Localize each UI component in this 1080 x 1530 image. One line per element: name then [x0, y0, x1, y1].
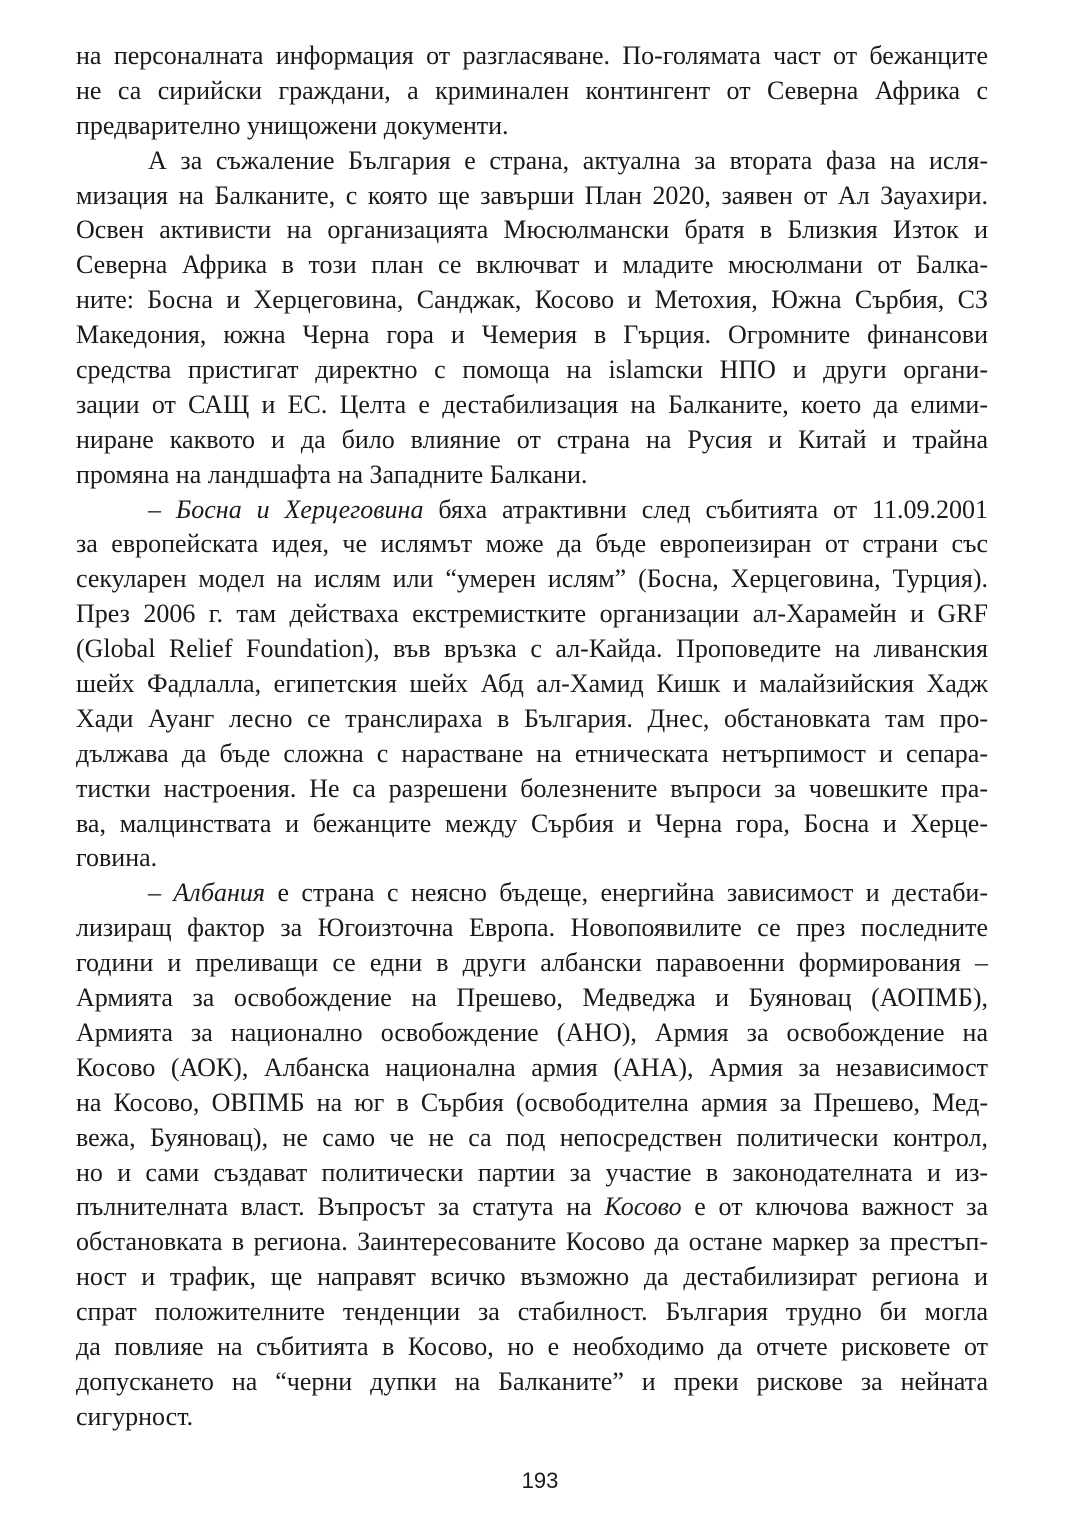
text-line: тистки настроения. Не са разрешени болезнените въпроси за човешките пра-	[76, 773, 988, 803]
text-line: сигурност.	[76, 1401, 194, 1431]
text-line: Армията за освобождение на Прешево, Медведжа и Буяновац (АОПМБ),	[76, 983, 988, 1013]
text-segment: е от ключова важност за	[681, 1192, 988, 1222]
text-line	[76, 876, 988, 911]
text-segment: е страна с неясно бъдеще, енергийна зависимост и дестаби-	[265, 878, 989, 908]
paragraph	[76, 493, 988, 877]
text-line: промяна на ландшафта на Западните Балкани.	[76, 459, 588, 489]
text-line: А за съжаление България е страна, актуална за втората фаза на исля-	[148, 145, 988, 175]
text-line: допускането на “черни дупки на Балканите” и преки рискове за нейната	[76, 1366, 988, 1396]
text-segment: –	[148, 494, 176, 524]
text-line: Косово (АОК), Албанска национална армия (АНА), Армия за независимост	[76, 1052, 988, 1082]
text-line: лизиращ фактор за Югоизточна Европа. Новопоявилите се през последните	[76, 913, 988, 943]
paragraph	[76, 144, 988, 493]
text-line	[76, 1190, 988, 1225]
italic-term: Албания	[173, 878, 266, 908]
text-line: ниране каквото и да било влияние от страна на Русия и Китай и трайна	[76, 424, 988, 454]
text-line: за европейската идея, че ислямът може да бъде европеизиран от страни със	[76, 529, 988, 559]
text-line: обстановката в региона. Заинтересованите Косово да остане маркер за престъп-	[76, 1227, 988, 1257]
text-line: Хади Ауанг лесно се транслираха в България. Днес, обстановката там про-	[76, 703, 988, 733]
text-segment: бяха атрактивни след събитията от 11.09.2001	[423, 494, 989, 524]
text-line: говина.	[76, 843, 158, 873]
text-line: вежа, Буяновац), не само че не са под непосредствен политически контрол,	[76, 1122, 988, 1152]
text-line: години и преливащи се едни в други албански паравоенни формирования –	[76, 948, 988, 978]
text-line: Македония, южна Черна гора и Чемерия в Гърция. Огромните финансови	[76, 320, 988, 350]
text-line: да повлияе на събитията в Косово, но е необходимо да отчете рисковете от	[76, 1331, 988, 1361]
text-line: мизация на Балканите, с която ще завърши План 2020, заявен от Ал Зауахири.	[76, 180, 988, 210]
text-line: дължава да бъде сложна с нарастване на етническата нетърпимост и сепара-	[76, 738, 988, 768]
text-line: зации от САЩ и ЕС. Целта е дестабилизация на Балканите, което да елими-	[76, 389, 988, 419]
text-line: шейх Фадлалла, египетския шейх Абд ал-Хамид Кишк и малайзийския Хадж	[76, 669, 988, 699]
text-line: не са сирийски граждани, а криминален контингент от Северна Африка с	[76, 75, 988, 105]
document-body	[76, 39, 988, 1435]
text-line: спрат положителните тенденции за стабилност. България трудно би могла	[76, 1297, 988, 1327]
text-line: ните: Босна и Херцеговина, Санджак, Косово и Метохия, Южна Сърбия, СЗ	[76, 285, 988, 315]
paragraph	[76, 876, 988, 1434]
text-line: Армията за национално освобождение (АНО), Армия за освобождение на	[76, 1017, 988, 1047]
page-number: 193	[521, 1468, 559, 1493]
text-line: Северна Африка в този план се включват и младите мюсюлмани от Балка-	[76, 250, 988, 280]
text-line	[76, 493, 988, 528]
text-line: ва, малцинствата и бежанците между Сърбия и Черна гора, Босна и Херце-	[76, 808, 988, 838]
text-line: но и сами създават политически партии за участие в законодателната и из-	[76, 1157, 988, 1187]
text-line: Освен активисти на организацията Мюсюлмански братя в Близкия Изток и	[76, 215, 988, 245]
italic-term: Косово	[604, 1192, 682, 1222]
text-line: секуларен модел на ислям или “умерен ислям” (Босна, Херцеговина, Турция).	[76, 564, 988, 594]
text-line: ност и трафик, ще направят всичко възможно да дестабилизират региона и	[76, 1262, 988, 1292]
text-segment: пълнителната власт. Въпросът за статута на	[76, 1192, 605, 1222]
text-line: средства пристигат директно с помоща на islamски НПО и други органи-	[76, 355, 988, 385]
text-segment: –	[148, 878, 174, 908]
text-line: През 2006 г. там действаха екстремистките организации ал-Харамейн и GRF	[76, 599, 988, 629]
text-line: на персоналната информация от разгласяване. По-голямата част от бежанците	[76, 41, 988, 70]
text-line: (Global Relief Foundation), във връзка с ал-Кайда. Проповедите на ливанския	[76, 634, 988, 664]
text-line: предварително унищожени документи.	[76, 110, 509, 140]
italic-term: Босна и Херцеговина	[175, 494, 424, 524]
paragraph	[76, 39, 988, 144]
text-line: на Косово, ОВПМБ на юг в Сърбия (освободителна армия за Прешево, Мед-	[76, 1087, 988, 1117]
